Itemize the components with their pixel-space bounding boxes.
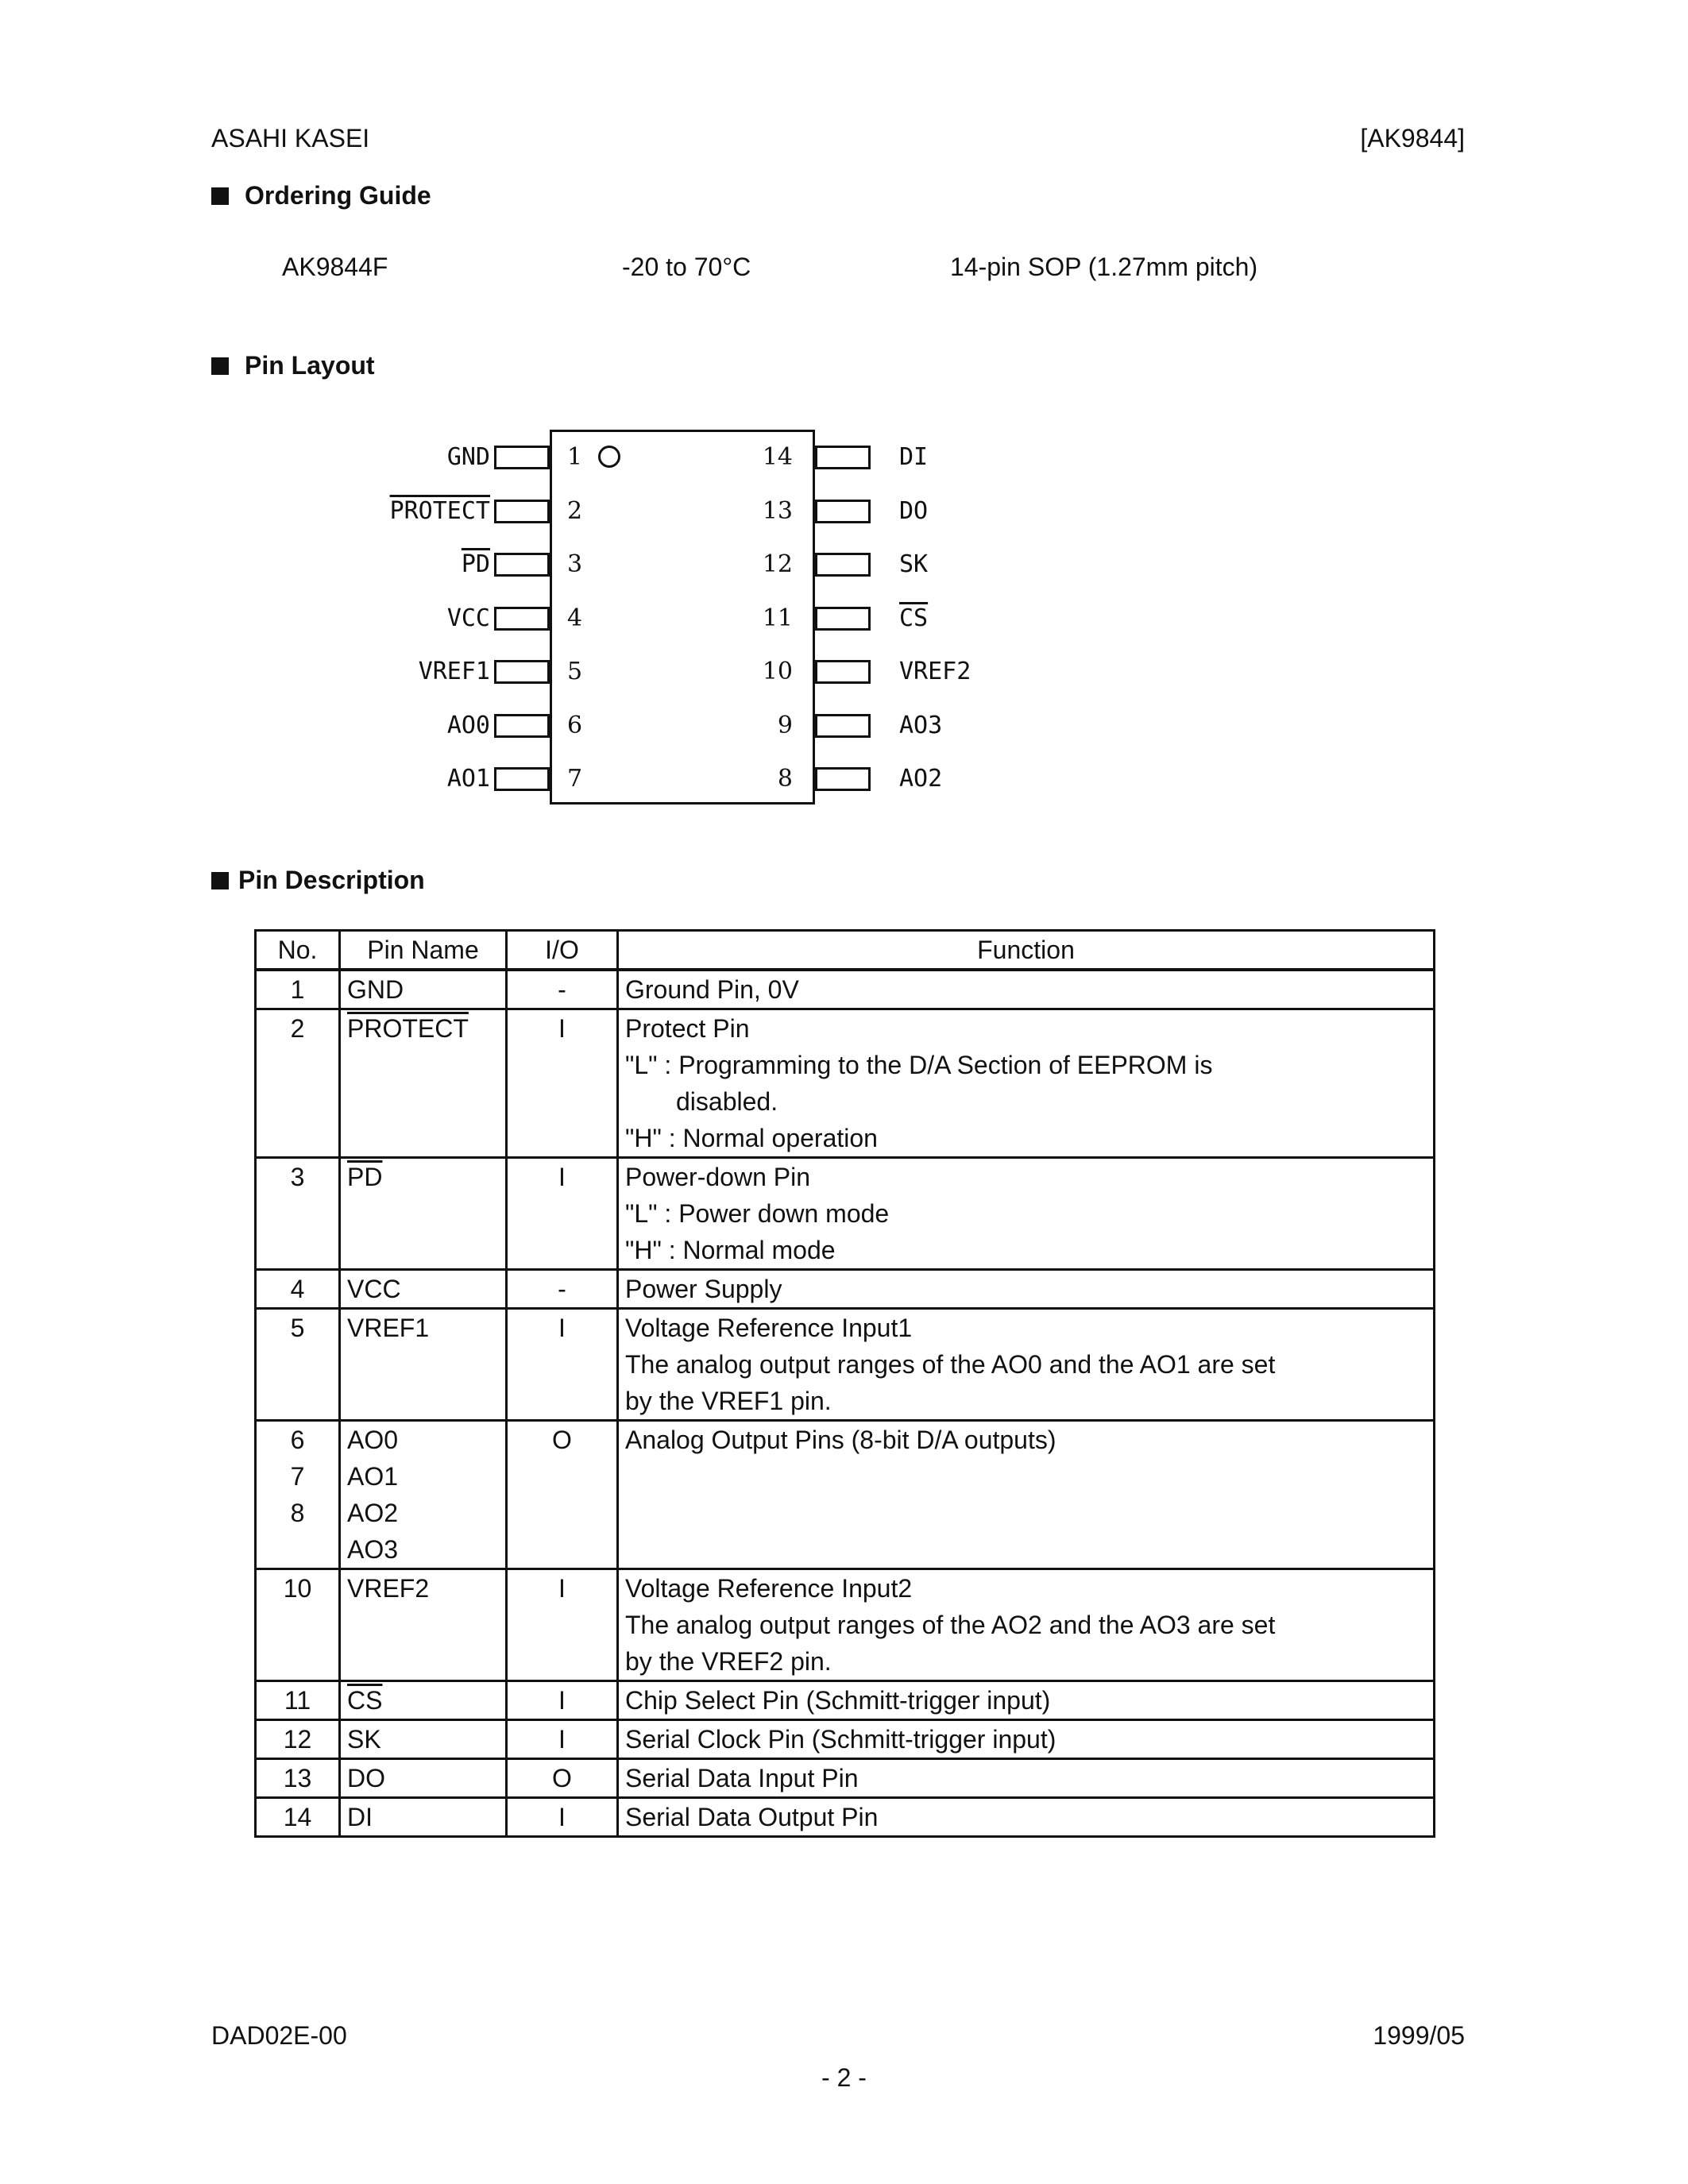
page-number: - 2 -: [821, 2063, 867, 2092]
cell-no: [256, 1158, 340, 1270]
pin-name-text: GND: [347, 975, 404, 1004]
table-row: [256, 1681, 1435, 1720]
pin-no-text: 5: [290, 1314, 305, 1342]
table-row: [256, 1270, 1435, 1309]
pin-number-5: 5: [567, 658, 583, 685]
ordering-part-no: AK9844F: [282, 253, 388, 281]
cell-function: [618, 1270, 1435, 1309]
cell-function: [618, 1681, 1435, 1720]
pin-description-title: Pin Description: [238, 866, 425, 894]
pin-layout-title: Pin Layout: [245, 351, 375, 380]
cell-function: [618, 1158, 1435, 1270]
cell-io: I: [507, 1158, 618, 1270]
table-row: [256, 1720, 1435, 1759]
ic-lead-right: [815, 714, 871, 738]
cell-function: [618, 1421, 1435, 1569]
pin-number-10: 10: [762, 658, 793, 685]
cell-no: [256, 970, 340, 1009]
cell-function: [618, 970, 1435, 1009]
function-text: Ground Pin, 0V: [625, 975, 799, 1004]
table-row: [256, 1158, 1435, 1270]
pin-no-text: 13: [283, 1764, 312, 1792]
ic-lead-left: [494, 607, 550, 631]
function-text: Serial Data Output Pin: [625, 1803, 879, 1831]
function-text: "H" : Normal mode: [625, 1236, 836, 1264]
pin-label-vref2: VREF2: [899, 658, 971, 685]
ic-lead-left: [494, 714, 550, 738]
table-row: [256, 1759, 1435, 1798]
pin-label-pd: $\overline{PD}$: [461, 550, 490, 578]
pin-number-7: 7: [567, 765, 583, 793]
ic-lead-right: [815, 767, 871, 791]
pin-no-text: 11: [284, 1686, 311, 1715]
table-row: [256, 1421, 1435, 1569]
cell-no: [256, 1009, 340, 1158]
pin-name-text: VREF2: [347, 1574, 430, 1603]
ic-lead-right: [815, 500, 871, 523]
cell-no: [256, 1681, 340, 1720]
cell-pin-name: [340, 1720, 507, 1759]
col-header-function: Function: [618, 931, 1435, 970]
pin-label-ao2: AO2: [899, 765, 943, 793]
ic-lead-left: [494, 446, 550, 469]
cell-no: [256, 1798, 340, 1837]
pin-label-vcc: VCC: [446, 604, 490, 632]
cell-no: [256, 1309, 340, 1421]
pin-name-text: $\overline{PD}$: [347, 1163, 383, 1191]
pin-name-text: $\overline{CS}$: [347, 1686, 383, 1715]
function-text: "H" : Normal operation: [625, 1124, 878, 1152]
pin-number-11: 11: [762, 604, 793, 632]
pin-no-text: 3: [290, 1163, 305, 1191]
pin-number-8: 8: [777, 765, 793, 793]
function-text: The analog output ranges of the AO0 and the AO1 are set: [625, 1350, 1276, 1379]
cell-pin-name: [340, 1009, 507, 1158]
cell-function: [618, 1009, 1435, 1158]
function-text: Power Supply: [625, 1275, 782, 1303]
cell-io: O: [507, 1759, 618, 1798]
function-text: by the VREF2 pin.: [625, 1647, 832, 1676]
pin-label-vref1: VREF1: [418, 658, 490, 685]
pin-no-text: 7: [290, 1462, 305, 1491]
cell-pin-name: [340, 970, 507, 1009]
cell-io: I: [507, 1009, 618, 1158]
pin-no-text: 8: [290, 1499, 305, 1527]
cell-pin-name: [340, 1798, 507, 1837]
company-name: ASAHI KASEI: [211, 124, 370, 152]
cell-io: I: [507, 1798, 618, 1837]
cell-io: I: [507, 1681, 618, 1720]
pin-no-text: 2: [290, 1014, 305, 1043]
ic-lead-left: [494, 660, 550, 684]
cell-io: I: [507, 1720, 618, 1759]
table-row: [256, 970, 1435, 1009]
cell-function: [618, 1759, 1435, 1798]
cell-no: [256, 1569, 340, 1681]
cell-no: [256, 1270, 340, 1309]
pin-number-12: 12: [762, 550, 793, 578]
cell-pin-name: [340, 1681, 507, 1720]
cell-io: I: [507, 1569, 618, 1681]
function-text: The analog output ranges of the AO2 and the AO3 are set: [625, 1611, 1276, 1639]
pin-name-text: VREF1: [347, 1314, 430, 1342]
pin-name-text: AO2: [347, 1499, 399, 1527]
function-text: by the VREF1 pin.: [625, 1387, 832, 1415]
pin-label-sk: SK: [899, 550, 929, 578]
function-text: Chip Select Pin (Schmitt-trigger input): [625, 1686, 1051, 1715]
pin-label-ao0: AO0: [446, 711, 490, 739]
pin-name-text: SK: [347, 1725, 381, 1754]
table-row: [256, 1009, 1435, 1158]
pin-layout-diagram: [0, 0, 1688, 834]
cell-no: [256, 1720, 340, 1759]
function-text: "L" : Programming to the D/A Section of EEPROM is: [625, 1051, 1213, 1079]
cell-function: [618, 1309, 1435, 1421]
table-row: [256, 1798, 1435, 1837]
pin-name-text: DI: [347, 1803, 373, 1831]
part-number-header: [AK9844]: [1360, 124, 1465, 152]
cell-pin-name: [340, 1569, 507, 1681]
bullet-square-icon: [211, 872, 229, 889]
pin-number-9: 9: [777, 711, 793, 739]
ordering-guide-title: Ordering Guide: [245, 181, 431, 210]
cell-io: -: [507, 1270, 618, 1309]
pin-number-2: 2: [567, 496, 583, 525]
cell-function: [618, 1569, 1435, 1681]
document-date: 1999/05: [1373, 2021, 1465, 2050]
pin-no-text: 1: [290, 975, 305, 1004]
pin-number-1: 1: [567, 443, 583, 471]
function-text: disabled.: [676, 1087, 778, 1116]
function-text: Protect Pin: [625, 1014, 750, 1043]
cell-io: O: [507, 1421, 618, 1569]
ic-lead-right: [815, 553, 871, 577]
pin-no-text: 6: [290, 1426, 305, 1454]
pin-label-cs: $\overline{CS}$: [899, 604, 929, 632]
ic-lead-right: [815, 607, 871, 631]
pin-label-di: DI: [899, 443, 929, 471]
pin-name-text: PROTECT: [347, 1014, 469, 1043]
document-id: DAD02E-00: [211, 2021, 347, 2050]
function-text: Serial Data Input Pin: [625, 1764, 859, 1792]
cell-io: I: [507, 1309, 618, 1421]
function-text: Serial Clock Pin (Schmitt-trigger input): [625, 1725, 1056, 1754]
ic-lead-left: [494, 553, 550, 577]
function-text: Analog Output Pins (8-bit D/A outputs): [625, 1426, 1056, 1454]
pin-number-4: 4: [567, 604, 583, 632]
cell-io: -: [507, 970, 618, 1009]
pin-label-ao3: AO3: [899, 711, 943, 739]
pin-no-text: 12: [283, 1725, 312, 1754]
pin-name-text: DO: [347, 1764, 385, 1792]
cell-no: [256, 1759, 340, 1798]
pin-label-gnd: GND: [446, 443, 490, 471]
table-header-row: [256, 931, 1435, 970]
function-text: Voltage Reference Input2: [625, 1574, 913, 1603]
pin-no-text: 4: [290, 1275, 305, 1303]
pin-number-14: 14: [762, 443, 793, 471]
ordering-package: 14-pin SOP (1.27mm pitch): [950, 253, 1258, 281]
col-header-no: No.: [256, 931, 340, 970]
cell-function: [618, 1720, 1435, 1759]
pin-label-ao1: AO1: [446, 765, 490, 793]
cell-pin-name: [340, 1421, 507, 1569]
col-header-io: I/O: [507, 931, 618, 970]
pin-name-text: VCC: [347, 1275, 401, 1303]
ordering-temp-range: -20 to 70°C: [622, 253, 751, 281]
pin-name-text: AO0: [347, 1426, 399, 1454]
function-text: Power-down Pin: [625, 1163, 810, 1191]
cell-pin-name: [340, 1158, 507, 1270]
col-header-pin-name: Pin Name: [340, 931, 507, 970]
pin-name-text: AO1: [347, 1462, 399, 1491]
cell-no: [256, 1421, 340, 1569]
cell-pin-name: [340, 1309, 507, 1421]
pin-no-text: 14: [283, 1803, 312, 1831]
ic-lead-right: [815, 446, 871, 469]
pin-description-table: [254, 929, 1435, 1838]
cell-function: [618, 1798, 1435, 1837]
ic-lead-left: [494, 500, 550, 523]
pin-number-6: 6: [567, 711, 583, 739]
table-row: [256, 1569, 1435, 1681]
function-text: "L" : Power down mode: [625, 1199, 890, 1228]
pin-name-text: AO3: [347, 1535, 399, 1564]
cell-pin-name: [340, 1759, 507, 1798]
pin-number-3: 3: [567, 550, 583, 578]
pin-label-do: DO: [899, 496, 929, 525]
ic-lead-left: [494, 767, 550, 791]
pin1-marker-icon: [598, 446, 620, 468]
pin-number-13: 13: [762, 496, 793, 525]
pin-description-heading: [211, 866, 425, 895]
table-row: [256, 1309, 1435, 1421]
cell-pin-name: [340, 1270, 507, 1309]
ic-lead-right: [815, 660, 871, 684]
function-text: Voltage Reference Input1: [625, 1314, 913, 1342]
pin-no-text: 10: [283, 1574, 312, 1603]
pin-label-protect: PROTECT: [389, 496, 490, 525]
